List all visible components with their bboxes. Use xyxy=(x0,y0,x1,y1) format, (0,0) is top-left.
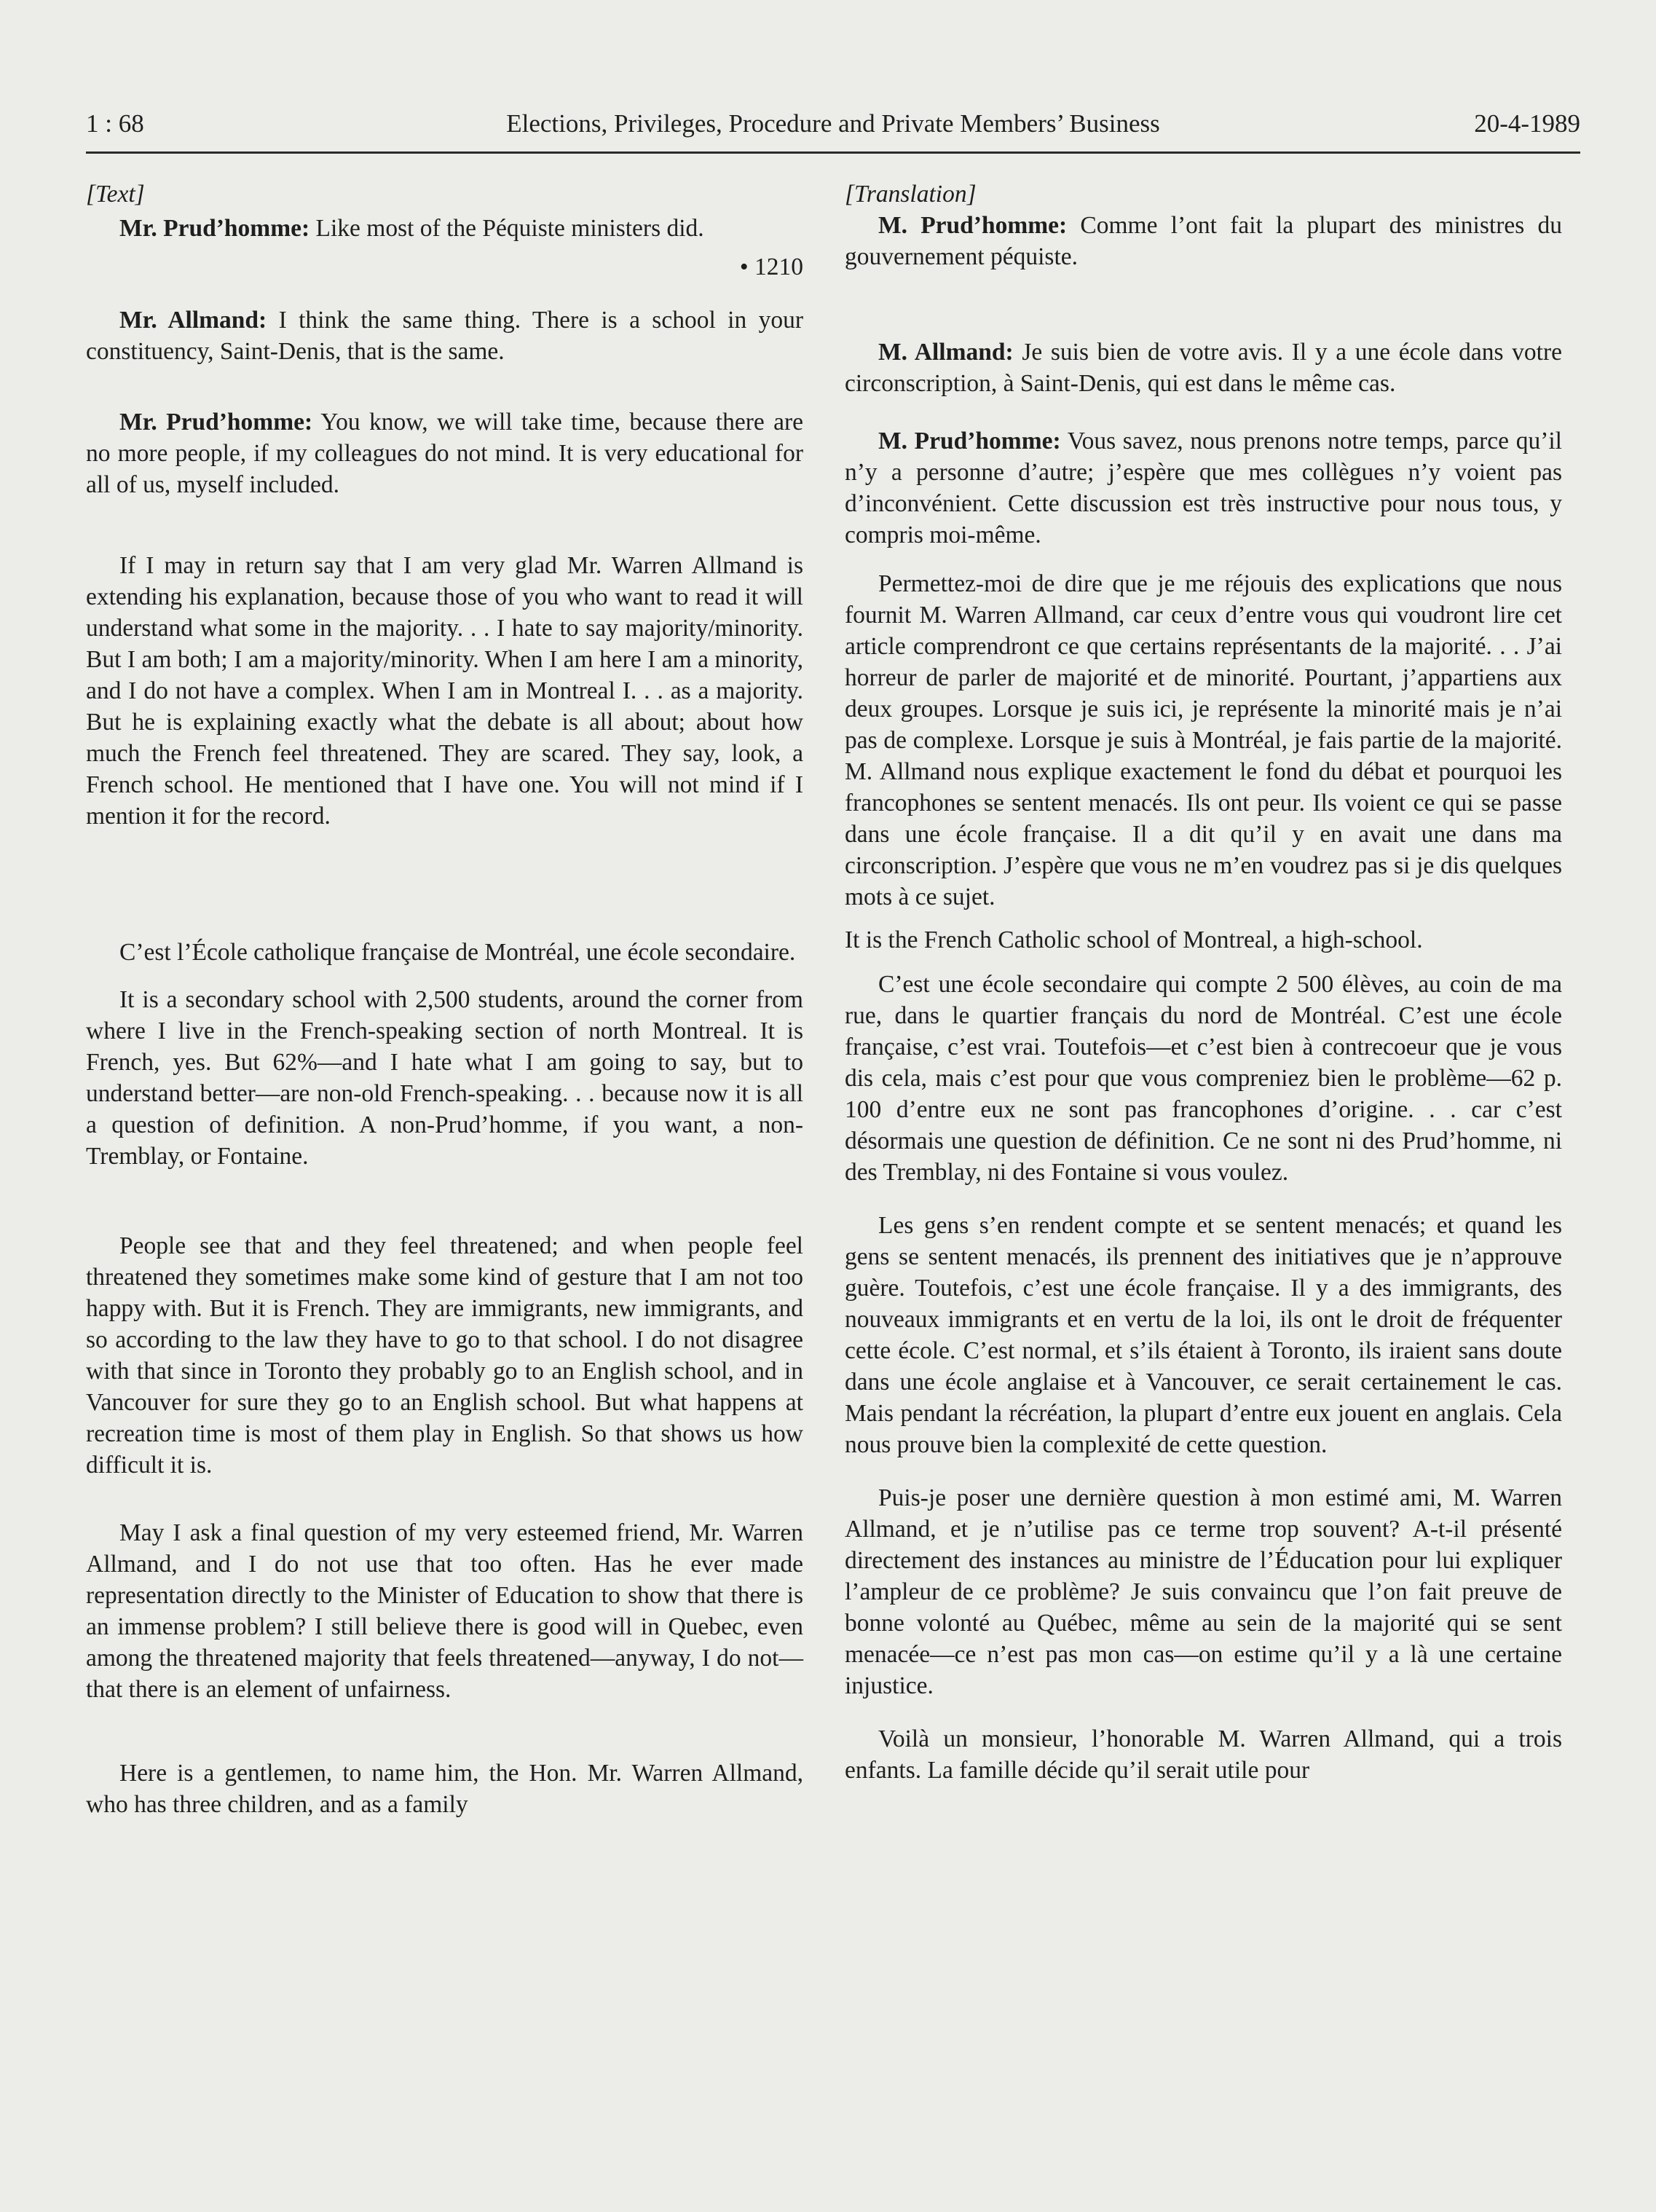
speaker-name: M. Prud’homme: xyxy=(878,428,1061,454)
french-column xyxy=(845,178,1562,1786)
paragraph: Les gens s’en rendent compte et se sentent menacés; et quand les gens se sentent menacés, ils prennent des initiatives que je n’approuve guère. Toutefois, c’est une école française. Il y a des immigrants, des nouveaux immigrants et en vertu de la loi, ils ont le droit de fréquenter cette école. C’est normal, et s’ils étaient à Toronto, ils iraient sans doute dans une école anglaise et à Vancouver, ce serait certainement le cas. Mais pendant la récréation, la plupart d’entre eux jouent en anglais. Cela nous prouve bien la complexité de cette question. xyxy=(845,1212,1562,1458)
timestamp: • 1210 xyxy=(739,253,803,280)
speaker-name: M. Prud’homme: xyxy=(878,212,1068,239)
paragraph: Voilà un monsieur, l’honorable M. Warren Allmand, qui a trois enfants. La famille décide qu’il serait utile pour xyxy=(845,1725,1562,1784)
paragraph: C’est une école secondaire qui compte 2 500 élèves, au coin de ma rue, dans le quartier français du nord de Montréal. C’est une école française, c’est vrai. Toutefois—et c’est bien à contrecoeur que je vous dis cela, mais c’est pour que vous compreniez bien le problème—62 p. 100 d’entre eux ne sont pas francophones d’origine. . . car c’est désormais une question de définition. Ce ne sont ni des Prud’homme, ni des Tremblay, ni des Fontaine si vous voulez. xyxy=(845,971,1562,1186)
paragraph xyxy=(86,406,803,500)
speaker-name: Mr. Prud’homme: xyxy=(119,215,310,242)
paragraph: It is a secondary school with 2,500 students, around the corner from where I live in the French-speaking section of north Montreal. It is French, yes. But 62%—and I hate what I am going to say, but to understand better—are non-old French-speaking. . . because now it is all a question of definition. A non-Prud’homme, if you want, a non-Tremblay, or Fontaine. xyxy=(86,986,803,1170)
speaker-name: Mr. Allmand: xyxy=(119,307,267,334)
header-rule xyxy=(86,151,1580,154)
paragraph-text: Like most of the Péquiste ministers did. xyxy=(309,215,704,242)
paragraph xyxy=(845,425,1562,551)
paragraph-text: Vous savez, nous prenons notre temps, parce qu’il n’y a personne d’autre; j’espère que mes collègues n’y voient pas d’inconvénient. Cette discussion est très instructive pour nous tous, y compris moi-même. xyxy=(845,428,1562,548)
paragraph: Here is a gentlemen, to name him, the Hon. Mr. Warren Allmand, who has three children, and as a family xyxy=(86,1760,803,1818)
paragraph: Permettez-moi de dire que je me réjouis des explications que nous fournit M. Warren Allmand, car ceux d’entre vous qui voudront lire cet article comprendront ce que certains représentants de la majorité. . . J’ai horreur de parler de majorité et de minorité. Pourtant, j’appartiens aux deux groupes. Lorsque je suis ici, je représente la minorité mais je n’ai pas de complexe. Lorsque je suis à Montréal, je fais partie de la majorité. M. Allmand nous explique exactement le fond du débat et pourquoi les francophones se sentent menacés. Ils ont peur. Ils voient ce qui se passe dans une école française. Il a dit qu’il y en avait une dans ma circonscription. J’espère que vous ne m’en voudrez pas si je dis quelques mots à ce sujet. xyxy=(845,570,1562,910)
speaker-name: M. Allmand: xyxy=(878,339,1014,366)
paragraph xyxy=(845,210,1562,272)
paragraph: People see that and they feel threatened; and when people feel threatened they sometimes make some kind of gesture that I am not too happy with. But it is French. They are immigrants, new immigrants, and so according to the law they have to go to that school. I do not disagree with that since in Toronto they probably go to an English school, and in Vancouver for sure they go to an English school. But what happens at recreation time is most of them play in English. So that shows us how difficult it is. xyxy=(86,1232,803,1479)
paragraph: Puis-je poser une dernière question à mon estimé ami, M. Warren Allmand, et je n’utilise pas ce terme trop souvent? A-t-il présenté directement des instances au ministre de l’Éducation pour lui expliquer l’ampleur de ce problème? Je suis convaincu que l’on fait preuve de bonne volonté au Québec, même au sein de la majorité qui se sent menacée—ce n’est pas mon cas—on estime qu’il y a là une certaine injustice. xyxy=(845,1484,1562,1699)
paragraph-text: You know, we will take time, because there are no more people, if my colleagues do not mind. It is very educational for all of us, myself included. xyxy=(86,409,803,498)
page-header xyxy=(86,109,1580,153)
paragraph: C’est l’École catholique française de Montréal, une école secondaire. xyxy=(119,939,796,966)
paragraph-text: I think the same thing. There is a school in your constituency, Saint-Denis, that is the same. xyxy=(86,307,803,365)
paragraph xyxy=(86,213,803,244)
translation-marker: [Translation] xyxy=(845,181,977,208)
paragraph: It is the French Catholic school of Montreal, a high-school. xyxy=(845,926,1423,953)
paragraph xyxy=(86,304,803,367)
english-column xyxy=(86,178,803,1820)
paragraph: May I ask a final question of my very esteemed friend, Mr. Warren Allmand, and I do not use that too often. Has he ever made representation directly to the Minister of Education to show that there is an immense problem? I still believe there is good will in Quebec, even among the threatened majority that feels threatened—anyway, I do not—that there is an element of unfairness. xyxy=(86,1519,803,1703)
page-date: 20-4-1989 xyxy=(1474,109,1580,138)
page-number: 1 : 68 xyxy=(86,109,144,138)
paragraph-text: Je suis bien de votre avis. Il y a une école dans votre circonscription, à Saint-Denis, qui est dans le même cas. xyxy=(845,339,1563,397)
paragraph-text: Comme l’ont fait la plupart des ministres du gouvernement péquiste. xyxy=(845,212,1562,270)
paragraph: If I may in return say that I am very glad Mr. Warren Allmand is extending his explanation, because those of you who want to read it will understand what some in the majority. . . I hate to say majority/minority. But I am both; I am a majority/minority. When I am here I am a minority, and I do not have a complex. When I am in Montreal I. . . as a majority. But he is explaining exactly what the debate is all about; about how much the French feel threatened. They are scared. They say, look, a French school. He mentioned that I have one. You will not mind if I mention it for the record. xyxy=(86,552,803,830)
page-title: Elections, Privileges, Procedure and Private Members’ Business xyxy=(506,109,1160,138)
text-marker: [Text] xyxy=(86,181,145,208)
paragraph xyxy=(845,336,1562,399)
speaker-name: Mr. Prud’homme: xyxy=(119,409,313,436)
